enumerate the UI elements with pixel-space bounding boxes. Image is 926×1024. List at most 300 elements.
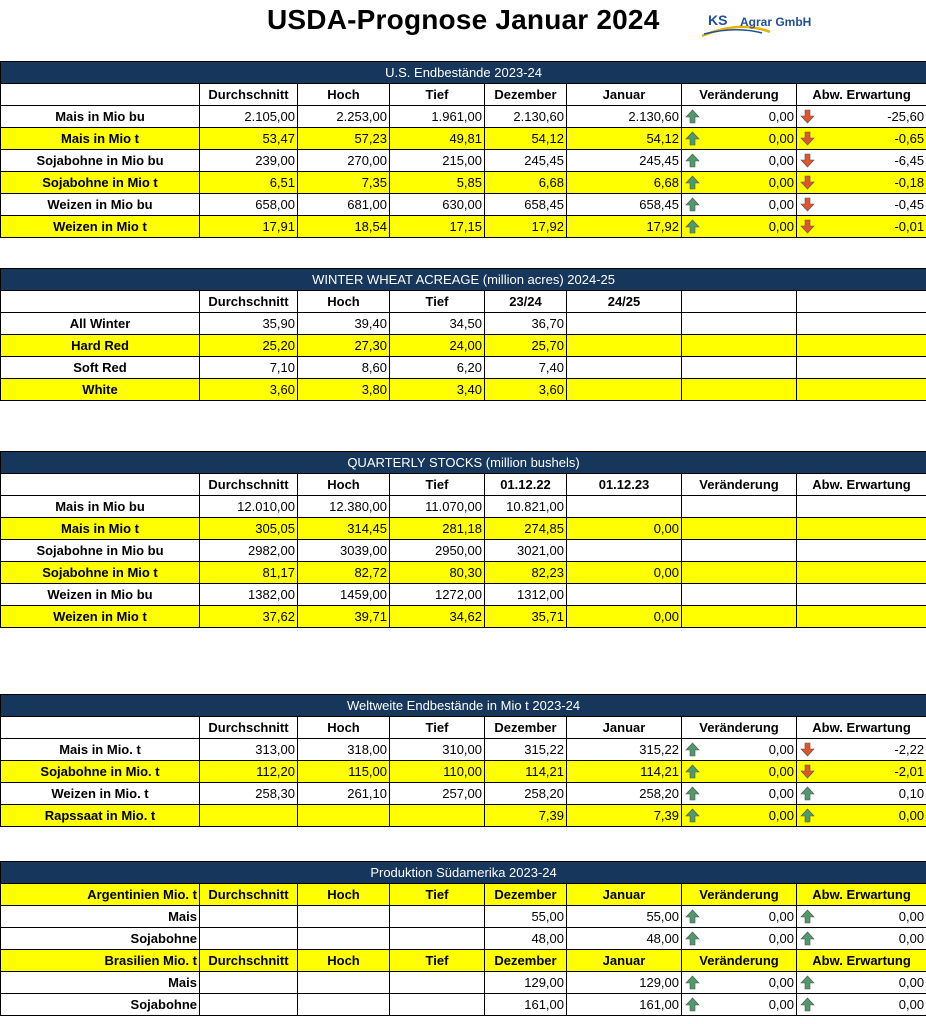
cell: Mais (1, 906, 200, 928)
cell-value: 0,00 (768, 931, 794, 946)
arrow-down-icon (800, 742, 815, 757)
cell: Hoch (298, 84, 390, 106)
cell: Hoch (298, 291, 390, 313)
cell: Hoch (298, 950, 390, 972)
cell (682, 496, 797, 518)
cell: Weizen in Mio bu (1, 584, 200, 606)
cell: 01.12.22 (485, 474, 567, 496)
cell (682, 761, 797, 783)
cell: 57,23 (298, 128, 390, 150)
cell: 24,00 (390, 335, 485, 357)
cell (797, 972, 926, 994)
arrow-up-icon (685, 175, 700, 190)
cell (682, 150, 797, 172)
section-title: QUARTERLY STOCKS (million bushels) (1, 452, 926, 474)
table-row (1, 562, 926, 584)
cell-value: 0,00 (768, 764, 794, 779)
arrow-up-icon (800, 997, 815, 1012)
cell (200, 906, 298, 928)
cell: Durchschnitt (200, 884, 298, 906)
cell (1, 291, 200, 313)
cell: 39,40 (298, 313, 390, 335)
cell: 2.130,60 (485, 106, 567, 128)
cell (682, 518, 797, 540)
cell (1, 717, 200, 739)
cell (298, 972, 390, 994)
table-row (1, 313, 926, 335)
cell: 1312,00 (485, 584, 567, 606)
section-title: Produktion Südamerika 2023-24 (1, 862, 926, 884)
arrow-down-icon (800, 109, 815, 124)
table-row (1, 950, 926, 972)
cell: 315,22 (567, 739, 682, 761)
table-row (1, 216, 926, 238)
cell: Veränderung (682, 84, 797, 106)
cell (682, 906, 797, 928)
cell: Tief (390, 717, 485, 739)
cell: 314,45 (298, 518, 390, 540)
table-row (1, 928, 926, 950)
cell: 34,50 (390, 313, 485, 335)
cell: 658,45 (567, 194, 682, 216)
cell: Mais in Mio t (1, 518, 200, 540)
arrow-up-icon (685, 997, 700, 1012)
cell: Rapssaat in Mio. t (1, 805, 200, 827)
cell (390, 928, 485, 950)
cell: 129,00 (485, 972, 567, 994)
arrow-up-icon (685, 742, 700, 757)
cell (390, 972, 485, 994)
table-weltweite-endbestaende (0, 694, 926, 827)
cell: 0,00 (567, 518, 682, 540)
cell: 2.253,00 (298, 106, 390, 128)
cell: Mais in Mio bu (1, 106, 200, 128)
cell: Abw. Erwartung (797, 884, 926, 906)
cell-value: -25,60 (887, 109, 925, 124)
cell: 18,54 (298, 216, 390, 238)
cell (682, 128, 797, 150)
cell: Veränderung (682, 884, 797, 906)
arrow-down-icon (800, 197, 815, 212)
cell: 2.105,00 (200, 106, 298, 128)
table-row (1, 761, 926, 783)
logo-name: Agrar GmbH (740, 15, 812, 29)
table-row (1, 518, 926, 540)
cell: Veränderung (682, 474, 797, 496)
cell: Durchschnitt (200, 717, 298, 739)
table-produktion-suedamerika (0, 861, 926, 1016)
cell-value: 0,00 (898, 975, 925, 990)
cell: 2.130,60 (567, 106, 682, 128)
cell: 261,10 (298, 783, 390, 805)
cell: 281,18 (390, 518, 485, 540)
cell (797, 291, 926, 313)
cell: 35,71 (485, 606, 567, 628)
table-row (1, 606, 926, 628)
cell: 5,85 (390, 172, 485, 194)
cell (682, 606, 797, 628)
table-row (1, 972, 926, 994)
cell: Durchschnitt (200, 950, 298, 972)
cell: Weizen in Mio. t (1, 783, 200, 805)
cell: 2982,00 (200, 540, 298, 562)
table-row (1, 335, 926, 357)
cell: 110,00 (390, 761, 485, 783)
cell: 305,05 (200, 518, 298, 540)
cell (682, 783, 797, 805)
cell: 25,20 (200, 335, 298, 357)
cell (797, 783, 926, 805)
cell: 7,35 (298, 172, 390, 194)
cell: 54,12 (567, 128, 682, 150)
cell-value: -6,45 (894, 153, 925, 168)
cell (797, 313, 926, 335)
cell-value: 0,00 (768, 808, 794, 823)
cell: 34,62 (390, 606, 485, 628)
cell: Abw. Erwartung (797, 717, 926, 739)
cell: 55,00 (485, 906, 567, 928)
cell (797, 540, 926, 562)
cell: 39,71 (298, 606, 390, 628)
cell: 270,00 (298, 150, 390, 172)
cell (797, 584, 926, 606)
cell: Durchschnitt (200, 474, 298, 496)
cell: Mais in Mio. t (1, 739, 200, 761)
cell: All Winter (1, 313, 200, 335)
cell: 3039,00 (298, 540, 390, 562)
cell (682, 335, 797, 357)
cell: 258,30 (200, 783, 298, 805)
table-winter-wheat (0, 268, 926, 401)
cell: 6,68 (567, 172, 682, 194)
cell: Hard Red (1, 335, 200, 357)
cell: Sojabohne in Mio t (1, 562, 200, 584)
cell (682, 291, 797, 313)
cell: Sojabohne in Mio bu (1, 150, 200, 172)
cell: 129,00 (567, 972, 682, 994)
cell: 7,39 (485, 805, 567, 827)
cell: 12.380,00 (298, 496, 390, 518)
arrow-up-icon (685, 219, 700, 234)
arrow-up-icon (685, 808, 700, 823)
cell: 35,90 (200, 313, 298, 335)
cell-value: 0,00 (898, 997, 925, 1012)
cell: 1382,00 (200, 584, 298, 606)
cell: 274,85 (485, 518, 567, 540)
cell: Mais in Mio bu (1, 496, 200, 518)
cell-value: 0,00 (768, 131, 794, 146)
table-row (1, 194, 926, 216)
cell (797, 805, 926, 827)
cell: 3,60 (200, 379, 298, 401)
cell-value: 0,00 (768, 909, 794, 924)
cell (200, 928, 298, 950)
cell: 310,00 (390, 739, 485, 761)
cell (797, 379, 926, 401)
cell: Sojabohne in Mio bu (1, 540, 200, 562)
cell: 112,20 (200, 761, 298, 783)
table-row (1, 496, 926, 518)
cell: 17,92 (485, 216, 567, 238)
cell: 7,10 (200, 357, 298, 379)
cell: 114,21 (567, 761, 682, 783)
table-row (1, 805, 926, 827)
cell (682, 357, 797, 379)
cell (682, 379, 797, 401)
cell (567, 335, 682, 357)
cell: 81,17 (200, 562, 298, 584)
table-row (1, 106, 926, 128)
cell: Tief (390, 884, 485, 906)
cell: Abw. Erwartung (797, 474, 926, 496)
cell: 25,70 (485, 335, 567, 357)
arrow-up-icon (685, 153, 700, 168)
cell (200, 994, 298, 1016)
cell: Hoch (298, 474, 390, 496)
cell: Sojabohne (1, 994, 200, 1016)
cell: 12.010,00 (200, 496, 298, 518)
cell-value: 0,00 (768, 109, 794, 124)
cell: 3,40 (390, 379, 485, 401)
table-row (1, 128, 926, 150)
cell (1, 474, 200, 496)
cell: 7,39 (567, 805, 682, 827)
arrow-down-icon (800, 175, 815, 190)
cell (682, 972, 797, 994)
cell (390, 994, 485, 1016)
cell (682, 805, 797, 827)
section-title: U.S. Endbestände 2023-24 (1, 62, 926, 84)
cell-value: 0,00 (768, 975, 794, 990)
cell: 6,20 (390, 357, 485, 379)
cell-value: -2,01 (894, 764, 925, 779)
cell: Tief (390, 474, 485, 496)
cell: 11.070,00 (390, 496, 485, 518)
cell: 55,00 (567, 906, 682, 928)
cell: Abw. Erwartung (797, 84, 926, 106)
table-row (1, 906, 926, 928)
cell: 36,70 (485, 313, 567, 335)
cell: Durchschnitt (200, 84, 298, 106)
cell: 3,60 (485, 379, 567, 401)
arrow-up-icon (685, 931, 700, 946)
cell: 17,91 (200, 216, 298, 238)
cell: 48,00 (567, 928, 682, 950)
arrow-up-icon (800, 786, 815, 801)
cell: Weizen in Mio bu (1, 194, 200, 216)
arrow-up-icon (685, 975, 700, 990)
cell: Tief (390, 291, 485, 313)
cell (797, 172, 926, 194)
cell: Sojabohne in Mio t (1, 172, 200, 194)
cell (797, 739, 926, 761)
cell: Januar (567, 84, 682, 106)
cell: 7,40 (485, 357, 567, 379)
cell: 245,45 (485, 150, 567, 172)
table-row (1, 379, 926, 401)
cell: 658,00 (200, 194, 298, 216)
arrow-up-icon (685, 786, 700, 801)
cell (797, 194, 926, 216)
cell: 630,00 (390, 194, 485, 216)
cell-value: 0,10 (898, 786, 925, 801)
section-title: WINTER WHEAT ACREAGE (million acres) 2024-25 (1, 269, 926, 291)
table-quarterly-stocks (0, 451, 926, 628)
cell: 24/25 (567, 291, 682, 313)
table-row (1, 584, 926, 606)
cell: 258,20 (567, 783, 682, 805)
cell: 53,47 (200, 128, 298, 150)
table-row (1, 783, 926, 805)
cell: Dezember (485, 717, 567, 739)
cell-value: -0,45 (894, 197, 925, 212)
cell (797, 357, 926, 379)
cell: Sojabohne (1, 928, 200, 950)
cell (797, 106, 926, 128)
cell: 313,00 (200, 739, 298, 761)
section-title: Weltweite Endbestände in Mio t 2023-24 (1, 695, 926, 717)
cell (200, 805, 298, 827)
cell: 658,45 (485, 194, 567, 216)
cell: 6,68 (485, 172, 567, 194)
cell: 257,00 (390, 783, 485, 805)
cell: 10.821,00 (485, 496, 567, 518)
page-title: USDA-Prognose Januar 2024 (267, 4, 660, 35)
cell: 82,23 (485, 562, 567, 584)
cell: 80,30 (390, 562, 485, 584)
table-row (1, 739, 926, 761)
cell (682, 313, 797, 335)
arrow-down-icon (800, 153, 815, 168)
cell: Dezember (485, 84, 567, 106)
arrow-up-icon (800, 909, 815, 924)
logo-ks: KS (708, 12, 728, 28)
cell: 245,45 (567, 150, 682, 172)
cell: 1272,00 (390, 584, 485, 606)
cell: 318,00 (298, 739, 390, 761)
cell: 1.961,00 (390, 106, 485, 128)
cell (682, 584, 797, 606)
cell: 27,30 (298, 335, 390, 357)
cell: 3021,00 (485, 540, 567, 562)
cell-value: 0,00 (768, 742, 794, 757)
cell-value: -0,01 (894, 219, 925, 234)
cell: Hoch (298, 884, 390, 906)
cell: 681,00 (298, 194, 390, 216)
cell-value: -0,65 (894, 131, 925, 146)
cell: Durchschnitt (200, 291, 298, 313)
cell (797, 606, 926, 628)
cell: 17,15 (390, 216, 485, 238)
cell: 23/24 (485, 291, 567, 313)
cell (797, 335, 926, 357)
arrow-down-icon (800, 219, 815, 234)
cell: 0,00 (567, 606, 682, 628)
cell: 161,00 (567, 994, 682, 1016)
cell (797, 994, 926, 1016)
cell: 6,51 (200, 172, 298, 194)
cell: 258,20 (485, 783, 567, 805)
cell: Weizen in Mio t (1, 216, 200, 238)
company-logo (700, 6, 840, 40)
cell (682, 172, 797, 194)
cell: 17,92 (567, 216, 682, 238)
cell-value: -0,18 (894, 175, 925, 190)
cell: Abw. Erwartung (797, 950, 926, 972)
cell (797, 562, 926, 584)
cell: 315,22 (485, 739, 567, 761)
cell (797, 906, 926, 928)
cell (797, 128, 926, 150)
cell: Veränderung (682, 717, 797, 739)
cell (567, 540, 682, 562)
cell-value: 0,00 (768, 786, 794, 801)
cell (1, 84, 200, 106)
table-row (1, 994, 926, 1016)
cell (567, 313, 682, 335)
table-row (1, 540, 926, 562)
cell (682, 562, 797, 584)
table-row (1, 357, 926, 379)
cell (682, 194, 797, 216)
cell (797, 150, 926, 172)
cell: Tief (390, 84, 485, 106)
cell (567, 357, 682, 379)
arrow-up-icon (685, 764, 700, 779)
table-row (1, 172, 926, 194)
cell (682, 106, 797, 128)
cell: Dezember (485, 884, 567, 906)
cell: 1459,00 (298, 584, 390, 606)
cell: 114,21 (485, 761, 567, 783)
cell (797, 216, 926, 238)
cell: 49,81 (390, 128, 485, 150)
cell: 161,00 (485, 994, 567, 1016)
cell (797, 496, 926, 518)
cell-value: 0,00 (768, 153, 794, 168)
cell-value: 0,00 (898, 909, 925, 924)
cell: 37,62 (200, 606, 298, 628)
arrow-up-icon (800, 931, 815, 946)
cell: White (1, 379, 200, 401)
cell-value: -2,22 (894, 742, 925, 757)
cell (200, 972, 298, 994)
cell (298, 805, 390, 827)
cell (298, 994, 390, 1016)
cell: 54,12 (485, 128, 567, 150)
cell (682, 928, 797, 950)
cell: Soft Red (1, 357, 200, 379)
cell: Argentinien Mio. t (1, 884, 200, 906)
cell: Sojabohne in Mio. t (1, 761, 200, 783)
cell: 2950,00 (390, 540, 485, 562)
cell-value: 0,00 (768, 997, 794, 1012)
cell: Tief (390, 950, 485, 972)
cell (797, 928, 926, 950)
cell (298, 928, 390, 950)
cell (390, 906, 485, 928)
cell: 239,00 (200, 150, 298, 172)
cell (567, 584, 682, 606)
cell: Mais (1, 972, 200, 994)
cell-value: 0,00 (768, 197, 794, 212)
arrow-down-icon (800, 131, 815, 146)
cell (797, 761, 926, 783)
cell: Dezember (485, 950, 567, 972)
cell (567, 379, 682, 401)
cell-value: 0,00 (768, 175, 794, 190)
page-header (0, 0, 926, 44)
